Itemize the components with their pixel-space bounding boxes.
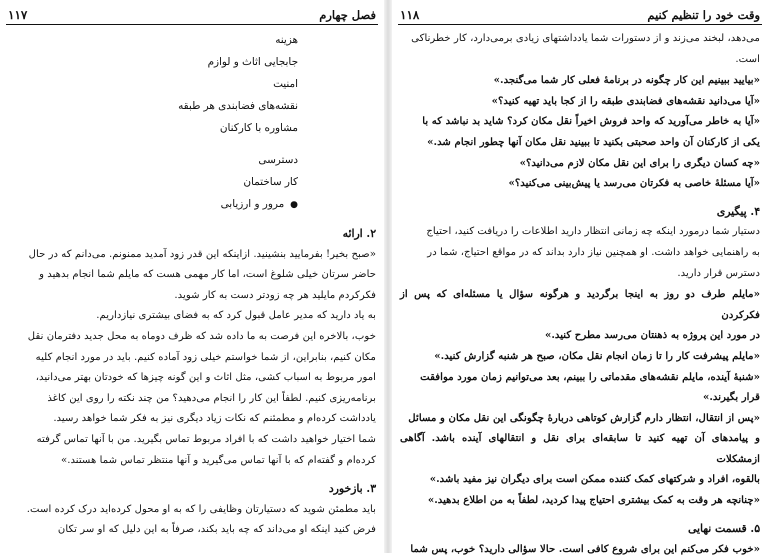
text-line: امور مربوط به اسباب کشی، مثل اثاث و این گونه چیزها که خودتان بهتر می‌دانید، <box>35 372 376 384</box>
quote-line: «شنبهٔ آینده، مایلم نقشه‌های مقدماتی را ببینم، بعد می‌توانیم زمان مورد موافقت <box>420 370 760 383</box>
page-117 <box>6 6 378 553</box>
text-line: «صبح بخیر! بفرمایید بنشینید. ازاینکه این قدر زود آمدید ممنونم. می‌دانم که در حال <box>28 248 376 260</box>
list-item: نقشه‌های فضابندی هر طبقه <box>178 100 298 112</box>
text-line: فکرکردم مایلید هر چه زودتر دست به کار شوید. <box>174 289 376 301</box>
text-line: یادداشت کرده‌ام و مطمئنم که نکات زیاد دیگری نیز به فکر شما خواهد رسید. <box>53 413 376 425</box>
text-line: دسترس قرار دارید. <box>677 267 760 279</box>
question-line: «آیا به خاطر می‌آورید که واحد فروش اخیراً نقل مکان کرد؟ شاید بد نباشد که با <box>422 115 760 128</box>
section-heading: ۴. پیگیری <box>716 204 760 218</box>
page-118 <box>398 6 762 556</box>
page-body <box>6 25 378 541</box>
question-line: «آیا مسئلهٔ خاصی به فکرتان می‌رسد یا پیش‌بینی می‌کنید؟» <box>508 177 760 190</box>
quote-line: قرار بگیرند.» <box>702 391 760 404</box>
section-heading: ۵. قسمت نهایی <box>687 521 760 535</box>
list-item: کار ساختمان <box>243 176 298 188</box>
text-line: شما اختیار خواهید داشت که با افراد مربوط تماس بگیرید. من با آنها تماس گرفته <box>36 433 376 445</box>
text-line: مکان کنیم، بنابراین، از شما خواستم خیلی زود آماده کنیم. باید در مورد انجام کلیه <box>35 351 376 363</box>
section-heading: ۲. ارائه <box>342 227 376 240</box>
text-line: فرض کنید اینکه او می‌داند که چه باید بکند، صرفاً به این دلیل که او سر تکان <box>57 524 376 536</box>
quote-line: در مورد این پروژه به ذهنتان می‌رسد مطرح کنید.» <box>544 329 760 342</box>
chapter-title: فصل چهارم <box>319 8 376 22</box>
text-line: می‌دهد، لبخند می‌زند و از دستورات شما یادداشتهای زیادی برمی‌دارد، کار خطرناکی <box>411 33 760 44</box>
page-header <box>6 6 378 25</box>
text-line: است. <box>735 53 760 65</box>
quote-line: «پس از انتقال، انتظار دارم گزارش کوتاهی دربارهٔ چگونگی این نقل مکان و مسائل <box>408 411 760 424</box>
text-line: به یاد دارید که مدیر عامل قبول کرد که به فضای بیشتری نیازداریم. <box>96 310 376 322</box>
question-line: یکی از کارکنان آن واحد صحبتی بکنید تا ببینید نقل مکان آنها چطور انجام شد.» <box>427 135 760 148</box>
question-line: «چه کسان دیگری را برای این نقل مکان لازم می‌دانید؟» <box>519 156 760 169</box>
text-line: خوب، بالاخره این فرصت به ما داده شد که ظرف دوماه به محل جدید دفترمان نقل <box>27 330 376 342</box>
book-gutter <box>384 0 392 553</box>
page-number: ۱۱۸ <box>400 8 420 22</box>
question-line: «آیا می‌دانید نقشه‌های فضابندی طبقه را از کجا باید تهیه کنید؟» <box>491 94 760 107</box>
quote-line: «مایلم طرف دو روز به اینجا برگردید و هرگونه سؤال یا مسئله‌ای که پس از فکرکردن <box>400 288 760 321</box>
text-line: دستیار شما درمورد اینکه چه زمانی انتظار دارید اطلاعات را دریافت کنید، احتیاج <box>426 226 760 238</box>
text-line: به راهنمایی خواهد داشت. او همچنین نیاز دارد بداند که در مواقع احتیاج، شما در <box>427 246 760 258</box>
bullet-item-text: مرور و ارزیابی <box>220 198 285 210</box>
text-line: باید مطمئن شوید که دستیارتان وظایفی را که به او محول کرده‌اید درک کرده است. <box>26 503 376 515</box>
quote-line: و پیامدهای آن تهیه کنید تا سابقه‌ای برای نقل و انتقالهای آینده باشد. آگاهی ازمشکلات <box>400 432 760 465</box>
quote-line: «خوب فکر می‌کنم این برای شروع کافی است. حالا سؤالی دارید؟ خوب، پس شما <box>410 543 760 556</box>
bullet-list-item <box>8 193 298 216</box>
list-item: هزینه <box>275 34 298 46</box>
chapter-title: وقت خود را تنظیم کنیم <box>647 8 760 22</box>
checklist <box>8 29 376 216</box>
text-line: حاضر سرتان خیلی شلوغ است، اما کار مهمی هست که مایلم شما انجام بدهید و <box>39 269 376 281</box>
quote-line: «چنانچه هر وقت به کمک بیشتری احتیاج پیدا کردید، لطفاً به من اطلاع بدهید.» <box>427 494 760 507</box>
list-item: امنیت <box>273 78 298 90</box>
text-line: کرده‌ام و گفته‌ام که با آنها تماس می‌گیرید و آنها منتظر تماس شما هستند.» <box>60 454 376 466</box>
section-heading: ۳. بازخورد <box>328 482 376 496</box>
list-item: دسترسی <box>258 154 298 166</box>
page-header <box>398 6 762 25</box>
text-line: برنامه‌ریزی کنیم. لطفاً این کار را انجام می‌دهید؟ من چند نکته را روی این کاغذ <box>47 392 376 404</box>
quote-line: «مایلم پیشرفت کار را تا زمان انجام نقل مکان، صبح هر شنبه گزارش کنید.» <box>434 349 760 362</box>
page-body <box>398 25 762 560</box>
quote-line: بالقوه، افراد و شرکتهای کمک کننده ممکن است برای دیگران نیز مفید باشد.» <box>429 473 760 486</box>
list-item: جابجایی اثاث و لوازم <box>207 56 298 68</box>
question-line: «بیایید ببینیم این کار چگونه در برنامهٔ فعلی کار شما می‌گنجد.» <box>493 74 760 87</box>
list-item: مشاوره با کارکنان <box>219 122 298 134</box>
page-number: ۱۱۷ <box>8 8 28 22</box>
